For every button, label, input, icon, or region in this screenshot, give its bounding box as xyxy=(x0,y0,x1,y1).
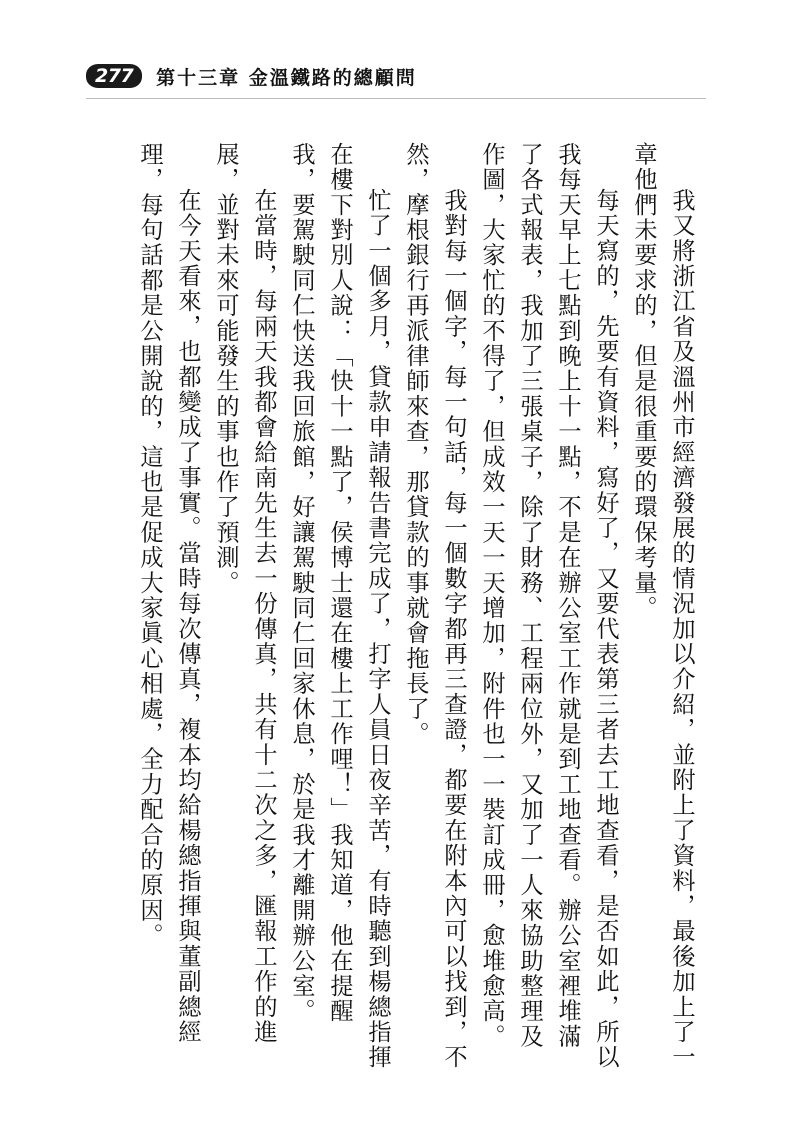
paragraph-2: 每天寫的，先要有資料，寫好了，又要代表第三者去工地查看，是否如此，所以我每天早上七點到晚上十一點，不是在辦公室工作就是到工地查看。辦公室裡堆滿了各式報表，我加了三張桌子，除了財務、工程兩位外，又加了一人來協助整理及作圖，大家忙的不得了，但成效一天一天增加，附件也一一裝訂成冊，愈堆愈高。 xyxy=(478,142,619,1071)
paragraph-3: 我對每一個字，每一句話，每一個數字都再三查證，都要在附本內可以找到，不然，摩根銀行再派律師來查，那貸款的事就會拖長了。 xyxy=(402,142,467,1071)
paragraph-4: 忙了一個多月，貸款申請報告書完成了，打字人員日夜辛苦，有時聽到楊總指揮在樓下對別人說：「快十一點了，侯博士還在樓上工作哩！」我知道，他在提醒我，要駕駛同仁快送我回旅館，好讓駕駛同仁回家休息，於是我才離開辦公室。 xyxy=(288,142,391,1071)
header-divider xyxy=(86,98,706,99)
paragraph-6: 在今天看來，也都變成了事實。當時每次傳真，複本均給楊總指揮與董副總經理，每句話都是公開說的，這也是促成大家眞心相處，全力配合的原因。 xyxy=(136,142,201,1046)
paragraph-1: 我又將浙江省及溫州市經濟發展的情況加以介紹，並附上了資料，最後加上了一章他們未要求的，但是很重要的環保考量。 xyxy=(630,142,695,1071)
page-number-badge: 277 xyxy=(86,64,142,88)
chapter-title: 第十三章 金溫鐵路的總顧問 xyxy=(156,66,417,89)
vertical-body-text xyxy=(92,142,700,1072)
paragraph-5: 在當時，每兩天我都會給南先生去一份傳真，共有十二次之多，匯報工作的進展，並對未來可能發生的事也作了預測。 xyxy=(212,142,277,1046)
running-header xyxy=(86,62,417,90)
